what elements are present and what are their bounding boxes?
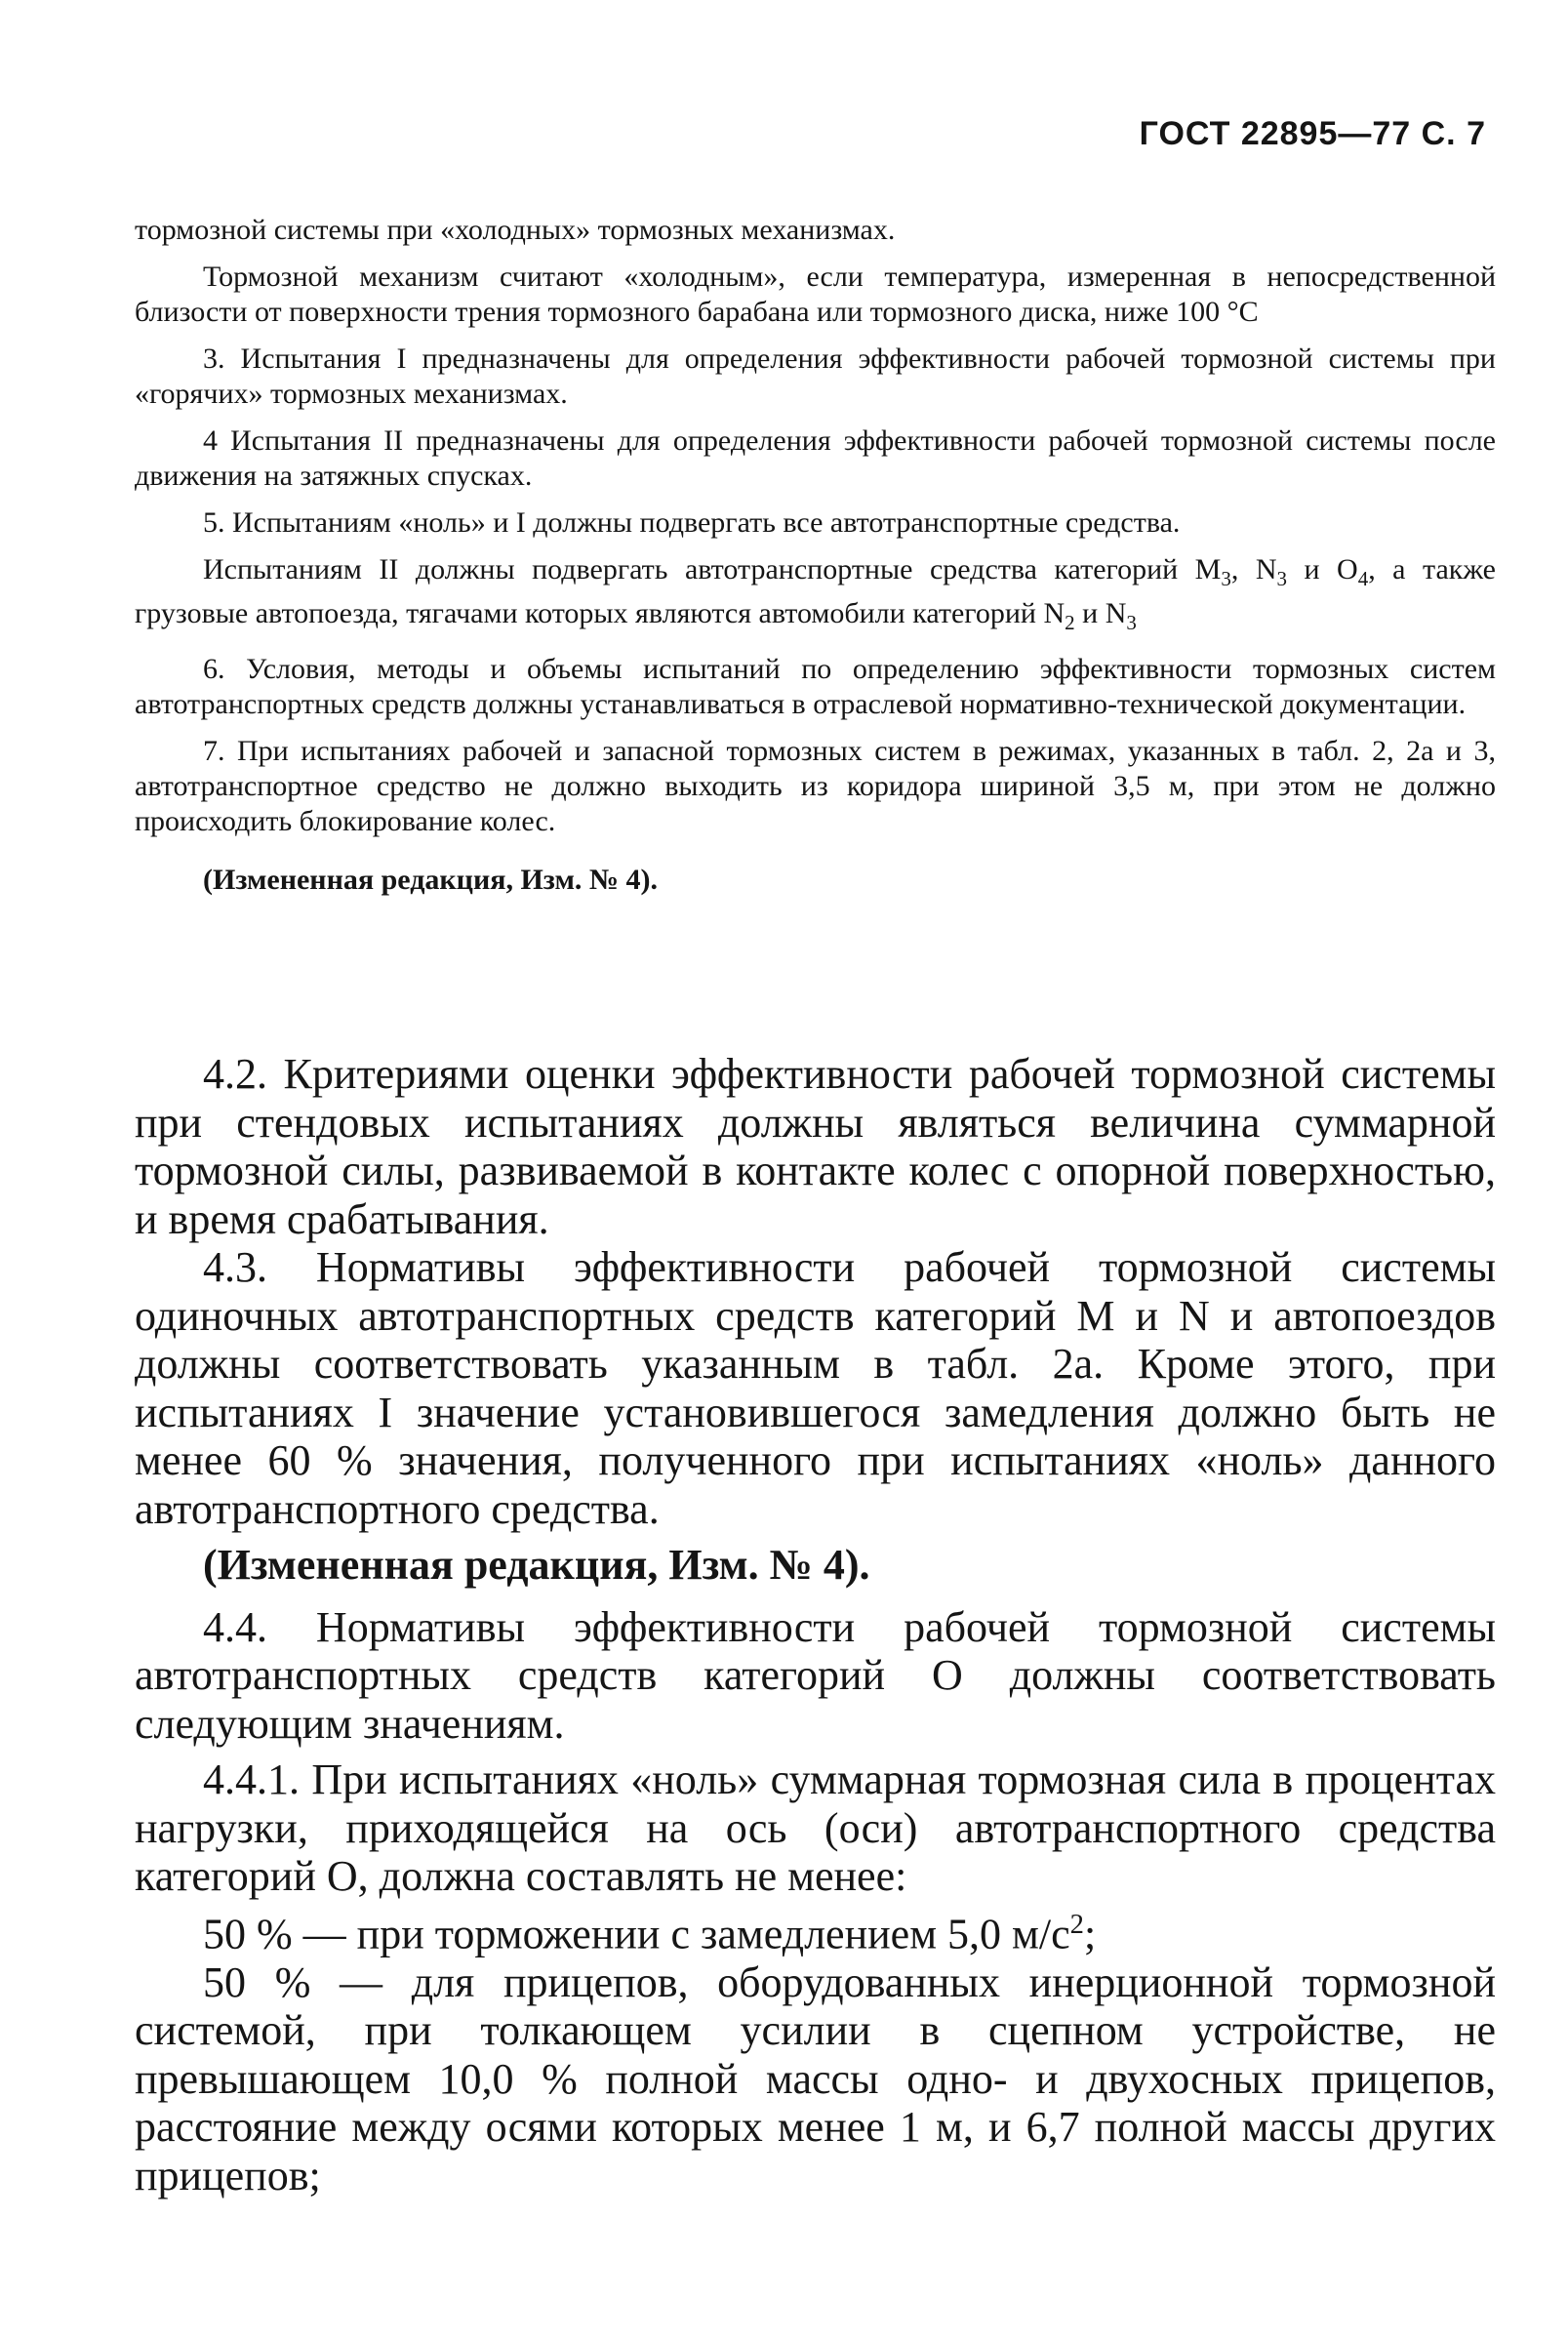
paragraph-50-trailers: 50 % — для прицепов, оборудованных инерционной тормозной системой, при толкающем усилии в сцепном устройстве, не превышающем 10,0 % полной массы одно- и двухосных прицепов, расстояние между осями которых менее 1 м, и 6,7 полной массы других прицепов; — [135, 1957, 1496, 2199]
revision-note: (Измененная редакция, Изм. № 4). — [203, 1541, 870, 1589]
large-text-block — [135, 1050, 1496, 2207]
paragraph: 5. Испытаниям «ноль» и I должны подвергать все автотранспортные средства. — [203, 506, 1181, 539]
paragraph-50-deceleration: 50 % — при торможении с замедлением 5,0 $м/с^2$; — [203, 1909, 1097, 1958]
paragraph-4-4: 4.4. Нормативы эффективности рабочей тормозной системы автотранспортных средств категорий О должны соответствовать следующим значениям. — [135, 1602, 1496, 1748]
paragraph: Испытаниям II должны подвергать автотранспортные средства категорий $M_3$, $N_3$ и $O_4$, а также грузовые автопоезда, тягачами которых являются автомобили категорий $N_2$ и $N_3$ — [135, 553, 1496, 634]
paragraph: 7. При испытаниях рабочей и запасной тормозных систем в режимах, указанных в табл. 2, 2а и 3, автотранспортное средство не должно выходить из коридора шириной 3,5 м, при этом не должно происходить блокирование колес. — [135, 735, 1496, 837]
page-header: ГОСТ 22895—77 С. 7 — [1139, 115, 1486, 152]
small-text-block — [135, 213, 1496, 909]
paragraph: 4 Испытания II предназначены для определения эффективности рабочей тормозной системы после движения на затяжных спусках. — [135, 424, 1496, 492]
paragraph: 6. Условия, методы и объемы испытаний по определению эффективности тормозных систем автотранспортных средств должны устанавливаться в отраслевой нормативно-технической документации. — [135, 653, 1496, 720]
paragraph: тормозной системы при «холодных» тормозных механизмах. — [135, 214, 896, 246]
paragraph: Тормозной механизм считают «холодным», если температура, измеренная в непосредственной близости от поверхности трения тормозного барабана или тормозного диска, ниже 100 °С — [135, 261, 1496, 328]
paragraph: 3. Испытания I предназначены для определения эффективности рабочей тормозной системы при «горячих» тормозных механизмах. — [135, 343, 1496, 410]
paragraph-4-4-1: 4.4.1. При испытаниях «ноль» суммарная тормозная сила в процентах нагрузки, приходящейся на ось (оси) автотранспортного средства категорий О, должна составлять не менее: — [135, 1755, 1496, 1900]
revision-note: (Измененная редакция, Изм. № 4). — [203, 864, 659, 896]
paragraph-4-3: 4.3. Нормативы эффективности рабочей тормозной системы одиночных автотранспортных средств категорий М и N и автопоездов должны соответствовать указанным в табл. 2а. Кроме этого, при испытаниях I значение установившегося замедления должно быть не менее 60 % значения, полученного при испытаниях «ноль» данного автотранспортного средства. — [135, 1243, 1496, 1533]
paragraph-4-2: 4.2. Критериями оценки эффективности рабочей тормозной системы при стендовых испытаниях должны являться величина суммарной тормозной силы, развиваемой в контакте колес с опорной поверхностью, и время срабатывания. — [135, 1050, 1496, 1243]
